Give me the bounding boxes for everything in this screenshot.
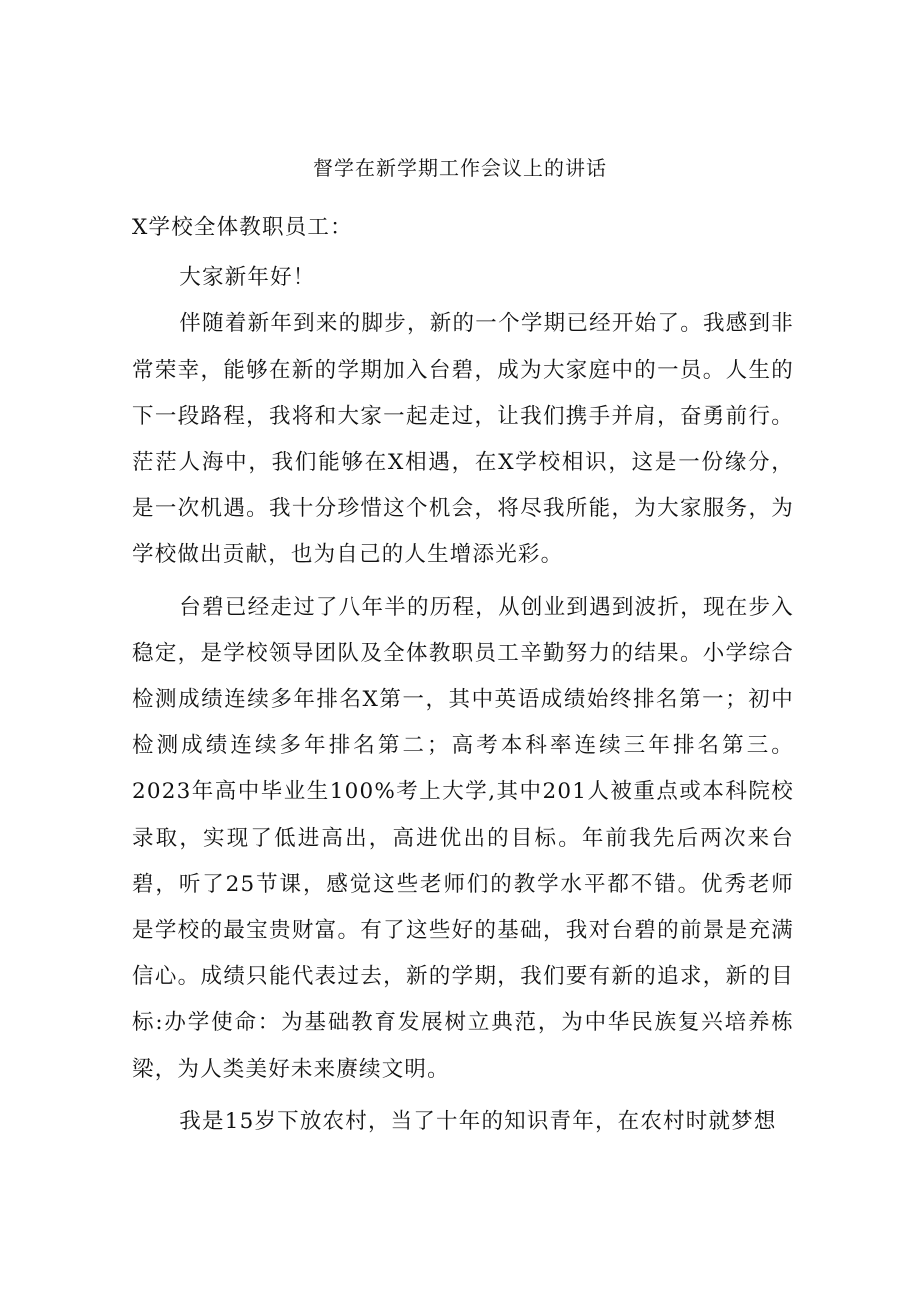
document-title: 督学在新学期工作会议上的讲话 (313, 156, 607, 180)
paragraph-3: 我是15岁下放农村，当了十年的知识青年，在农村时就梦想 (179, 1108, 777, 1134)
salutation: X学校全体教职员工： (132, 215, 353, 240)
paragraph-1: 伴随着新年到来的脚步，新的一个学期已经开始了。我感到非常荣幸，能够在新的学期加入台碧，成为大家庭中的一员。人生的下一段路程，我将和大家一起走过，让我们携手并肩，奋勇前行。茫茫人海中，我们能够在X相遇，在X学校相识，这是一份缘分，是一次机遇。我十分珍惜这个机会，将尽我所能，为大家服务，为学校做出贡献，也为自己的人生增添光彩。 (132, 311, 794, 568)
document-body (132, 205, 794, 1145)
paragraph-2: 台碧已经走过了八年半的历程，从创业到遇到波折，现在步入稳定，是学校领导团队及全体教职员工辛勤努力的结果。小学综合检测成绩连续多年排名X第一，其中英语成绩始终排名第一；初中检测成绩连续多年排名第二；高考本科率连续三年排名第三。2023年高中毕业生100%考上大学,其中201人被重点或本科院校录取，实现了低进高出，高进优出的目标。年前我先后两次来台碧，听了25节课，感觉这些老师们的教学水平都不错。优秀老师是学校的最宝贵财富。有了这些好的基础，我对台碧的前景是充满信心。成绩只能代表过去，新的学期，我们要有新的追求，新的目标:办学使命：为基础教育发展树立典范，为中华民族复兴培养栋梁，为人类美好未来赓续文明。 (132, 594, 794, 1082)
greeting: 大家新年好！ (179, 265, 316, 291)
